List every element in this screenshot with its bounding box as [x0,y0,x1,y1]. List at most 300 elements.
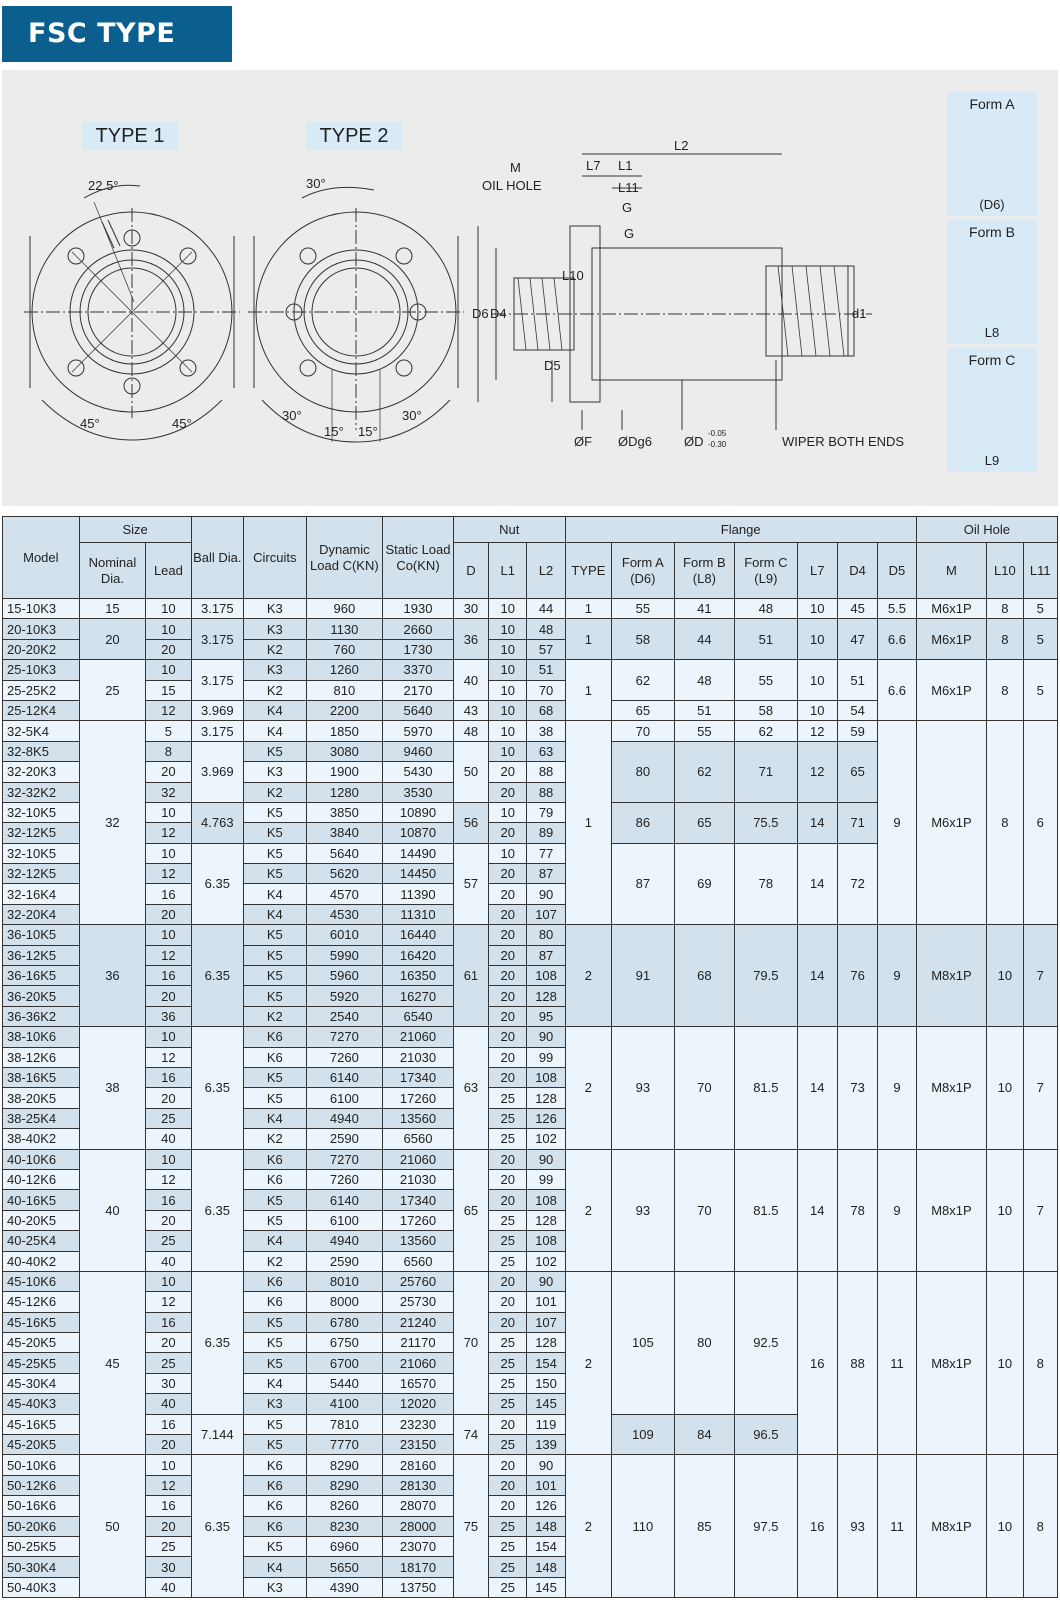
table-cell: 6560 [383,1251,454,1271]
model-cell: 50-16K6 [3,1496,80,1516]
table-cell: 4390 [306,1577,383,1597]
table-cell: 10 [489,599,527,619]
table-cell: K6 [244,1271,307,1291]
table-cell: K2 [244,639,307,659]
table-cell: K4 [244,1557,307,1577]
group-size: Size [79,517,191,543]
table-cell: 25 [79,660,146,721]
table-cell: 38 [527,721,565,741]
table-cell: 17340 [383,1190,454,1210]
table-cell: K3 [244,619,307,639]
table-cell: 108 [527,1190,565,1210]
table-cell: 77 [527,843,565,863]
model-cell: 32-10K5 [3,802,80,822]
table-cell: 10 [987,1455,1023,1598]
table-cell: 8 [1023,1455,1057,1598]
table-cell: 2 [565,1027,611,1149]
table-cell: 16 [797,1271,837,1455]
table-cell: 70 [453,1271,488,1414]
model-cell: 38-12K6 [3,1047,80,1067]
table-cell: 4100 [306,1394,383,1414]
table-cell: 65 [612,700,675,720]
table-cell: 93 [837,1455,877,1598]
table-cell: 20 [489,1496,527,1516]
table-cell: 16 [797,1455,837,1598]
model-cell: 45-16K5 [3,1312,80,1332]
table-cell: 25 [489,1210,527,1230]
table-cell: 55 [735,660,798,701]
oil-hole-label: OIL HOLE [482,178,542,193]
table-cell: 10 [797,700,837,720]
table-cell: 3850 [306,802,383,822]
table-cell: 16 [146,1067,191,1087]
table-cell: 51 [674,700,735,720]
table-cell: 3.175 [191,599,243,619]
table-cell: 7260 [306,1169,383,1189]
table-cell: 20 [146,639,191,659]
table-cell: 28160 [383,1455,454,1475]
table-cell: 93 [612,1027,675,1149]
table-cell: K5 [244,1414,307,1434]
table-cell: 128 [527,1088,565,1108]
model-cell: 20-10K3 [3,619,80,639]
table-cell: 6.35 [191,1455,243,1598]
table-cell: 5640 [383,700,454,720]
table-cell: 6140 [306,1067,383,1087]
table-cell: 90 [527,1271,565,1291]
table-cell: 36 [453,619,488,660]
form-c-dim: L9 [984,453,1000,468]
table-cell: 128 [527,986,565,1006]
table-cell: 20 [489,966,527,986]
table-cell: 18170 [383,1557,454,1577]
group-nut: Nut [453,517,565,543]
table-cell: 88 [527,762,565,782]
table-cell: 58 [735,700,798,720]
table-cell: 8 [1023,1271,1057,1455]
table-cell: 108 [527,1231,565,1251]
table-cell: 48 [453,721,488,741]
table-cell: 2 [565,1149,611,1271]
table-cell: 2590 [306,1129,383,1149]
table-cell: 30 [146,1557,191,1577]
table-cell: 14450 [383,864,454,884]
table-cell: 10 [987,1149,1023,1271]
table-cell: 5970 [383,721,454,741]
table-cell: 101 [527,1292,565,1312]
table-cell: 12 [146,1292,191,1312]
table-cell: K6 [244,1169,307,1189]
table-cell: 126 [527,1496,565,1516]
table-cell: K4 [244,904,307,924]
table-cell: 80 [612,741,675,802]
table-cell: 6560 [383,1129,454,1149]
table-cell: 3.175 [191,721,243,741]
table-cell: 128 [527,1333,565,1353]
model-cell: 40-10K6 [3,1149,80,1169]
model-cell: 40-12K6 [3,1169,80,1189]
table-cell: 25760 [383,1271,454,1291]
col-nominal: Nominal Dia. [79,543,146,599]
table-cell: 74 [453,1414,488,1455]
table-cell: 139 [527,1435,565,1455]
table-row [3,1027,1058,1047]
table-cell: 11310 [383,904,454,924]
table-cell: K6 [244,1496,307,1516]
col-l2: L2 [527,543,565,599]
table-cell: 8000 [306,1292,383,1312]
table-cell: 760 [306,639,383,659]
form-a-dim: (D6) [979,197,1005,212]
table-cell: 20 [489,1047,527,1067]
table-cell: 16 [146,1414,191,1434]
table-cell: 13560 [383,1231,454,1251]
table-cell: 25 [489,1129,527,1149]
col-circuits: Circuits [244,517,307,599]
table-cell: 8 [146,741,191,761]
table-cell: 12 [146,864,191,884]
dim-g1: G [622,200,633,215]
table-cell: 6750 [306,1333,383,1353]
table-cell: 11 [878,1455,916,1598]
table-cell: 107 [527,1312,565,1332]
col-dynamic: Dynamic Load C(KN) [306,517,383,599]
table-cell: 65 [837,741,877,802]
table-cell: 6010 [306,925,383,945]
dim-l7: L7 [586,158,601,173]
type1-flange-view [24,185,240,440]
table-cell: 1280 [306,782,383,802]
table-cell: 16270 [383,986,454,1006]
table-cell: 10 [987,1027,1023,1149]
table-cell: 32 [79,721,146,925]
table-cell: M6x1P [916,619,987,660]
model-cell: 32-20K4 [3,904,80,924]
table-cell: K5 [244,1353,307,1373]
table-cell: 7270 [306,1149,383,1169]
table-cell: M8x1P [916,1271,987,1455]
table-cell: 95 [527,1006,565,1026]
table-cell: 20 [146,1210,191,1230]
table-cell: 3.175 [191,660,243,701]
table-cell: 75 [453,1455,488,1598]
group-flange: Flange [565,517,916,543]
table-cell: 47 [837,619,877,660]
table-cell: K6 [244,1292,307,1312]
table-cell: 2 [565,1271,611,1455]
table-cell: 51 [837,660,877,701]
table-cell: 14 [797,843,837,925]
model-cell: 38-16K5 [3,1067,80,1087]
table-cell: 16 [146,1312,191,1332]
table-cell: 20 [146,986,191,1006]
table-row [3,599,1058,619]
table-cell: 20 [489,1292,527,1312]
table-row [3,925,1058,945]
table-cell: 7 [1023,925,1057,1027]
table-cell: 10 [489,802,527,822]
table-cell: 9 [878,925,916,1027]
col-l10: L10 [987,543,1023,599]
page-title: FSC TYPE [2,6,232,62]
col-form-a: Form A (D6) [612,543,675,599]
table-cell: 3080 [306,741,383,761]
table-cell: 59 [837,721,877,741]
table-cell: 14 [797,802,837,843]
table-cell: 12020 [383,1394,454,1414]
table-cell: 70 [612,721,675,741]
model-cell: 15-10K3 [3,599,80,619]
table-cell: 108 [527,966,565,986]
table-cell: 154 [527,1353,565,1373]
table-cell: 4530 [306,904,383,924]
table-cell: 10 [797,660,837,701]
table-cell: 45 [79,1271,146,1455]
table-cell: 20 [489,782,527,802]
table-cell: K5 [244,1435,307,1455]
table-cell: 8230 [306,1516,383,1536]
table-cell: K4 [244,1373,307,1393]
table-cell: K6 [244,1516,307,1536]
table-cell: 10870 [383,823,454,843]
table-cell: 5 [1023,660,1057,721]
table-cell: 8260 [306,1496,383,1516]
table-cell: 10890 [383,802,454,822]
model-cell: 25-12K4 [3,700,80,720]
dim-l1: L1 [618,158,633,173]
table-cell: 5620 [306,864,383,884]
dim-dg6: ØDg6 [618,434,652,449]
table-cell: 23150 [383,1435,454,1455]
table-cell: 20 [489,1067,527,1087]
form-c-title: Form C [968,352,1016,368]
table-cell: 16 [146,884,191,904]
table-cell: 20 [146,1088,191,1108]
table-cell: 145 [527,1577,565,1597]
table-cell: M8x1P [916,1455,987,1598]
table-cell: 10 [146,660,191,680]
table-cell: 48 [527,619,565,639]
table-cell: 40 [146,1129,191,1149]
table-cell: 3370 [383,660,454,680]
table-cell: 23230 [383,1414,454,1434]
table-cell: 45 [837,599,877,619]
col-m: M [916,543,987,599]
table-cell: 80 [674,1271,735,1414]
table-cell: 11 [878,1271,916,1455]
dim-m: M [510,160,521,175]
table-cell: 8 [987,721,1023,925]
table-cell: M6x1P [916,721,987,925]
model-cell: 50-40K3 [3,1577,80,1597]
model-cell: 32-12K5 [3,823,80,843]
table-cell: 105 [612,1271,675,1414]
table-cell: 20 [489,1190,527,1210]
table-cell: 126 [527,1108,565,1128]
table-cell: 108 [527,1067,565,1087]
dim-g2: G [624,226,635,241]
table-cell: 3.969 [191,741,243,802]
table-cell: 2540 [306,1006,383,1026]
table-cell: 5 [1023,599,1057,619]
table-cell: 20 [489,1475,527,1495]
model-cell: 36-36K2 [3,1006,80,1026]
table-cell: 90 [527,884,565,904]
table-cell: 2200 [306,700,383,720]
table-cell: 25 [146,1231,191,1251]
table-cell: 16440 [383,925,454,945]
table-cell: 75.5 [735,802,798,843]
table-cell: 8 [987,599,1023,619]
col-d5: D5 [878,543,916,599]
model-cell: 45-30K4 [3,1373,80,1393]
model-cell: 25-10K3 [3,660,80,680]
table-cell: 1130 [306,619,383,639]
table-cell: 62 [674,741,735,802]
table-cell: 90 [527,1027,565,1047]
table-cell: K5 [244,986,307,1006]
table-cell: 99 [527,1047,565,1067]
dim-d5: D5 [544,358,561,373]
table-cell: 28130 [383,1475,454,1495]
table-row [3,721,1058,741]
table-cell: 25 [146,1108,191,1128]
model-cell: 32-32K2 [3,782,80,802]
nut-side-view [478,154,872,430]
table-cell: 2660 [383,619,454,639]
table-cell: 148 [527,1557,565,1577]
table-cell: 8290 [306,1455,383,1475]
table-cell: 6.35 [191,1271,243,1414]
table-cell: 80 [527,925,565,945]
table-cell: 3.175 [191,619,243,660]
table-cell: 43 [453,700,488,720]
table-cell: 40 [79,1149,146,1271]
table-cell: 16350 [383,966,454,986]
table-cell: 21030 [383,1047,454,1067]
spec-table-body [3,599,1058,1598]
table-cell: 10 [146,599,191,619]
table-cell: 97.5 [735,1455,798,1598]
table-cell: 56 [453,802,488,843]
table-cell: 20 [489,945,527,965]
table-cell: 6540 [383,1006,454,1026]
table-cell: 20 [146,904,191,924]
table-cell: 102 [527,1129,565,1149]
table-cell: 63 [527,741,565,761]
model-cell: 40-20K5 [3,1210,80,1230]
table-cell: 62 [612,660,675,701]
table-cell: 6140 [306,1190,383,1210]
table-cell: 10 [489,680,527,700]
table-cell: K6 [244,1027,307,1047]
table-cell: 10 [146,1149,191,1169]
spec-table [2,516,1058,1598]
table-cell: 87 [612,843,675,925]
table-cell: 107 [527,904,565,924]
table-cell: 10 [146,1455,191,1475]
table-cell: 7 [1023,1149,1057,1271]
table-cell: 6.6 [878,660,916,721]
table-cell: 54 [837,700,877,720]
table-cell: 17260 [383,1088,454,1108]
table-cell: 12 [146,1169,191,1189]
table-cell: 5430 [383,762,454,782]
table-cell: 20 [489,1149,527,1169]
table-cell: 25 [489,1557,527,1577]
table-cell: 89 [527,823,565,843]
table-cell: 10 [489,700,527,720]
table-cell: 81.5 [735,1027,798,1149]
table-cell: 10 [146,925,191,945]
table-cell: 65 [453,1149,488,1271]
table-cell: 6960 [306,1536,383,1556]
table-cell: 25 [146,1536,191,1556]
table-cell: 7 [1023,1027,1057,1149]
col-l1: L1 [489,543,527,599]
table-cell: K5 [244,741,307,761]
table-row [3,1455,1058,1475]
col-form-b: Form B (L8) [674,543,735,599]
table-cell: 32 [146,782,191,802]
table-cell: 25 [489,1333,527,1353]
table-cell: 50 [453,741,488,802]
model-cell: 45-20K5 [3,1333,80,1353]
table-cell: 2590 [306,1251,383,1271]
table-cell: 58 [612,619,675,660]
form-a-title: Form A [969,96,1015,112]
table-cell: 16 [146,1496,191,1516]
table-cell: 84 [674,1414,735,1455]
model-cell: 40-25K4 [3,1231,80,1251]
table-cell: 119 [527,1414,565,1434]
dim-l10: L10 [562,268,584,283]
table-cell: 63 [453,1027,488,1149]
table-cell: 5650 [306,1557,383,1577]
table-cell: 76 [837,925,877,1027]
table-cell: K4 [244,1231,307,1251]
table-cell: 78 [735,843,798,925]
table-cell: K3 [244,1577,307,1597]
table-cell: 87 [527,945,565,965]
table-cell: 4.763 [191,802,243,843]
wiper-note: WIPER BOTH ENDS [782,434,905,449]
type2-label: TYPE 2 [306,122,402,150]
model-cell: 32-5K4 [3,721,80,741]
table-cell: 6.35 [191,1027,243,1149]
form-c-box [947,348,1037,472]
table-cell: 55 [674,721,735,741]
dim-d: ØD [684,434,704,449]
table-cell: 91 [612,925,675,1027]
table-cell: 93 [612,1149,675,1271]
table-cell: 57 [453,843,488,925]
table-cell: K2 [244,680,307,700]
table-cell: 1 [565,599,611,619]
col-form-c: Form C (L9) [735,543,798,599]
table-cell: 70 [674,1027,735,1149]
table-cell: 71 [735,741,798,802]
model-cell: 50-30K4 [3,1557,80,1577]
table-cell: 21060 [383,1027,454,1047]
form-b-dim: L8 [984,325,1000,340]
table-cell: 9 [878,721,916,925]
table-cell: K5 [244,925,307,945]
table-cell: 25730 [383,1292,454,1312]
table-cell: 36 [79,925,146,1027]
table-cell: 20 [489,986,527,1006]
table-cell: K5 [244,1312,307,1332]
